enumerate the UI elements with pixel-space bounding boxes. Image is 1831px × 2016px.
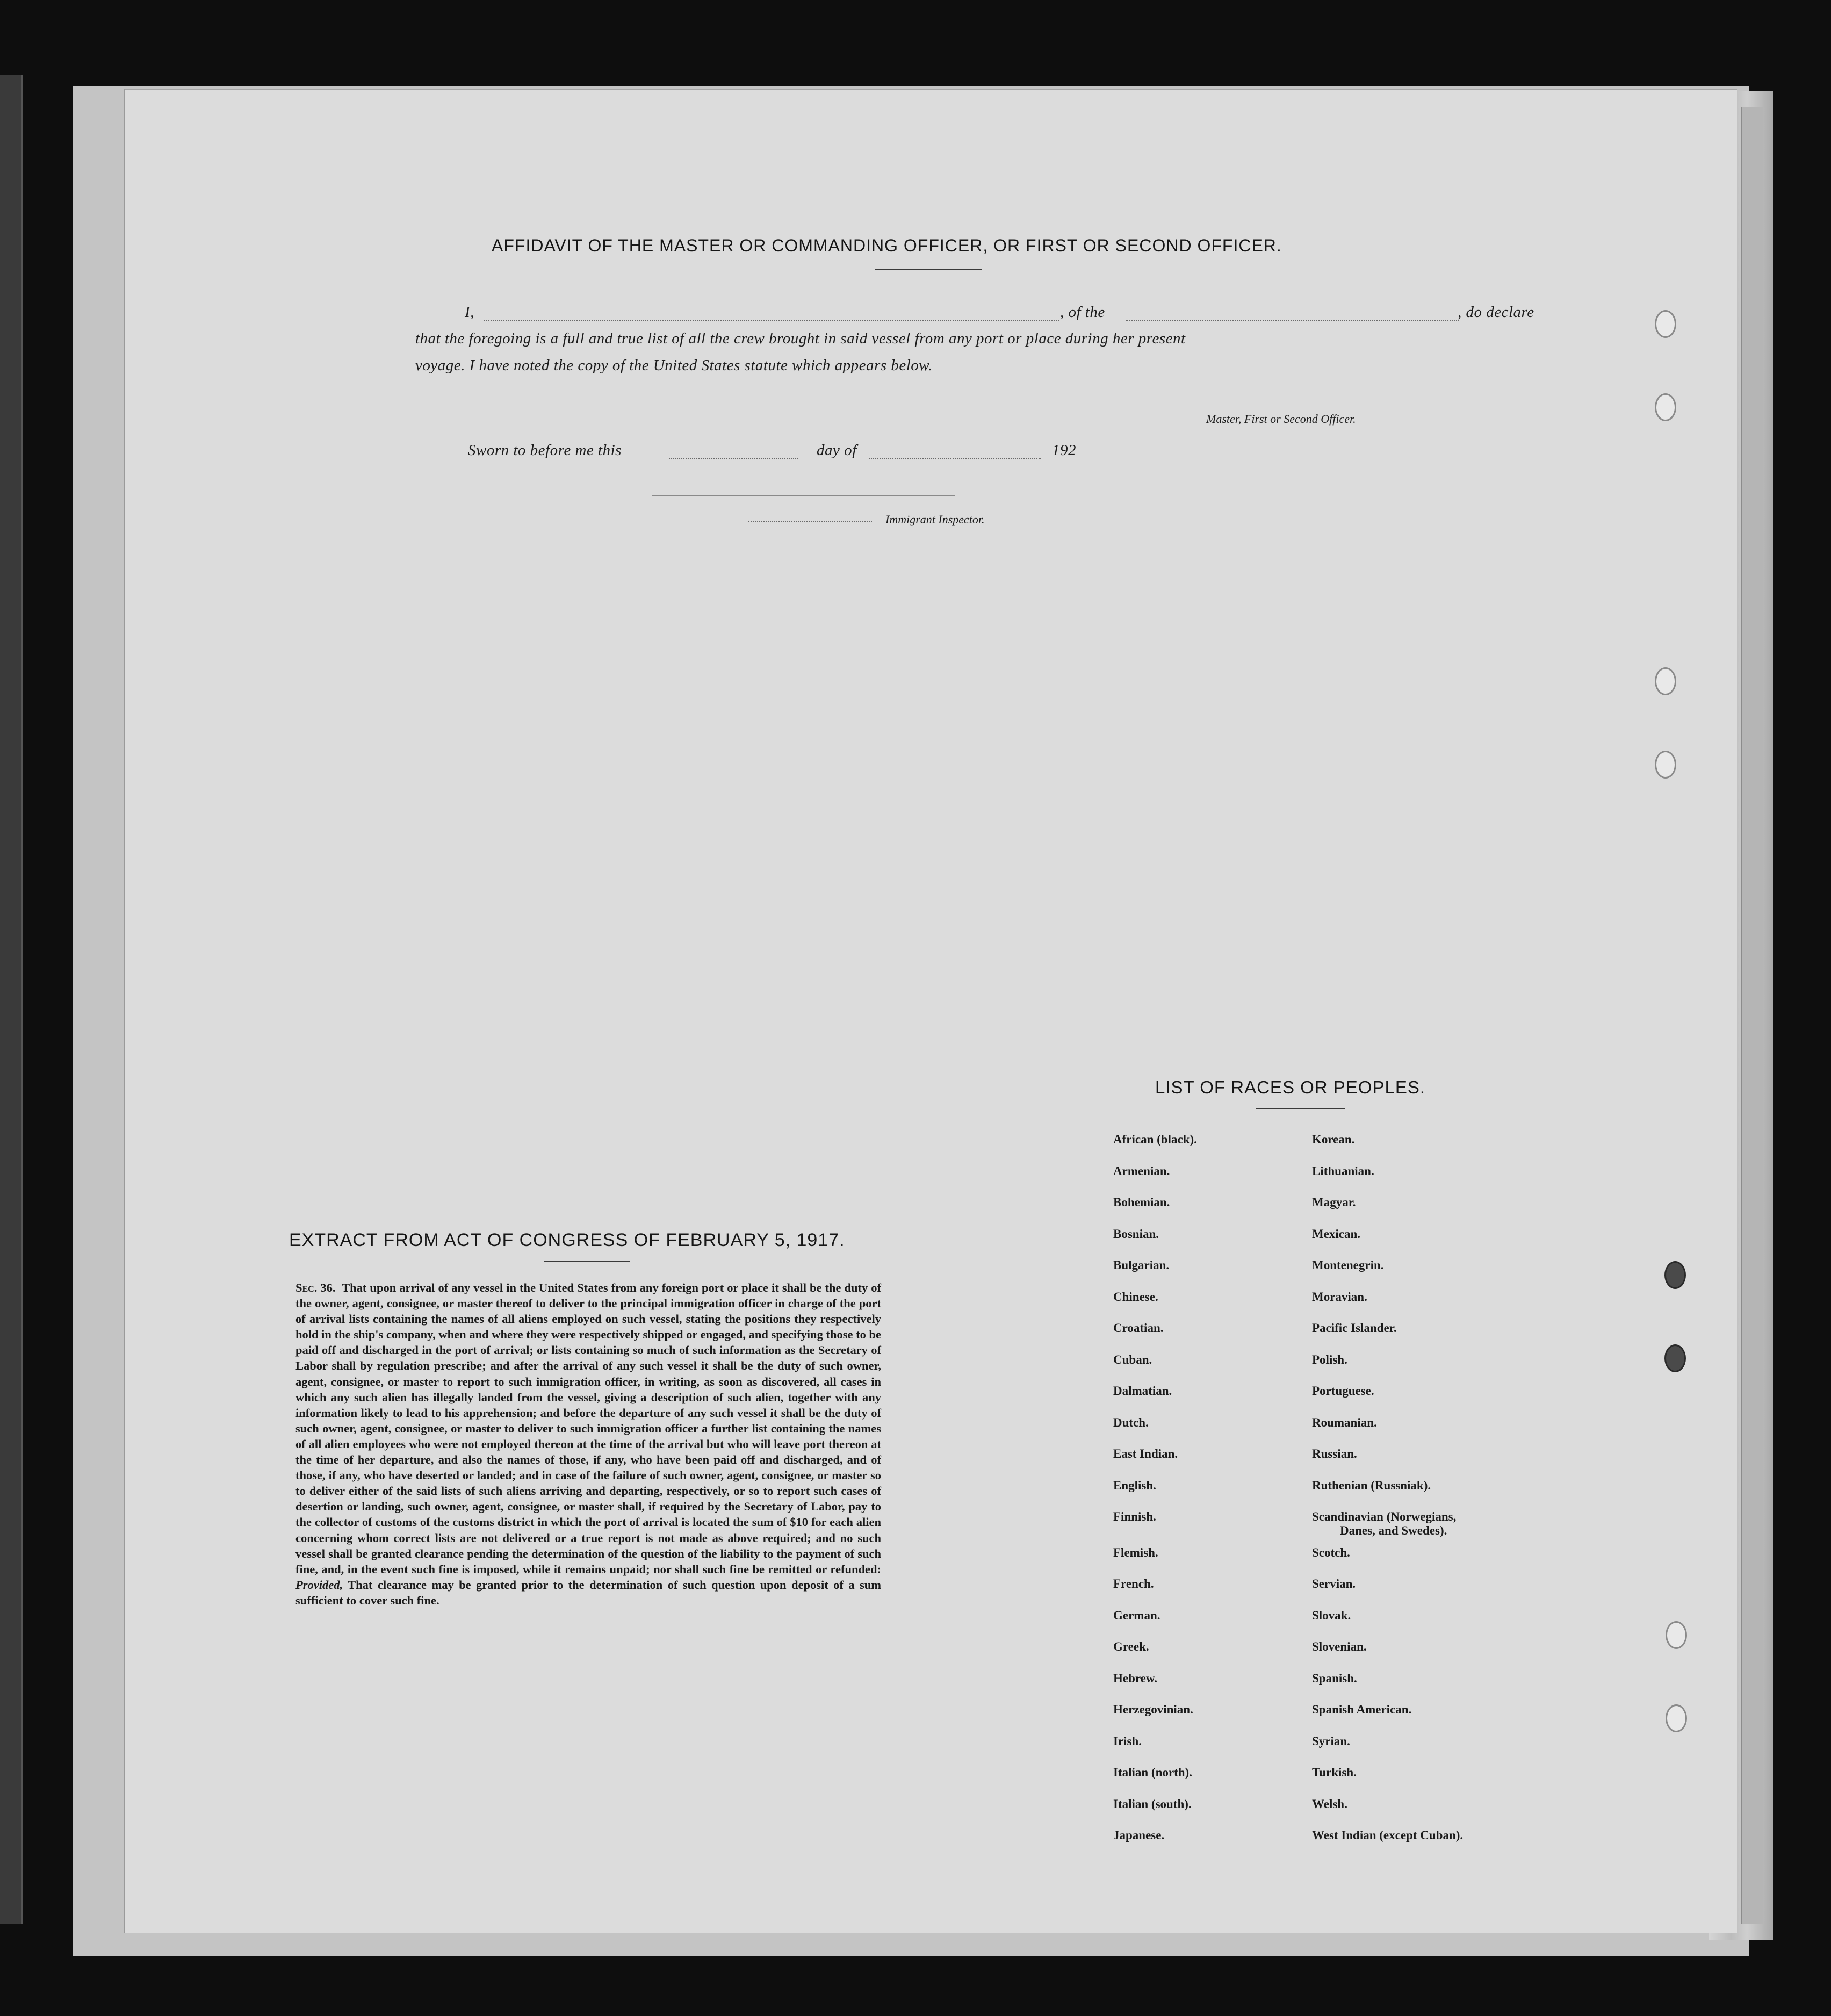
binder-hole-7 [1666, 1621, 1687, 1649]
extract-text-part2: That clearance may be granted prior to the determination of such question upon deposit of a sum sufficient to cover such fine. [295, 1578, 882, 1607]
sworn-day-line [669, 458, 798, 459]
race-left: Herzegovinian. [1113, 1703, 1193, 1716]
extract-paragraph [295, 1280, 881, 1608]
race-left: English. [1113, 1478, 1156, 1492]
race-right: Turkish. [1312, 1766, 1357, 1779]
race-left: Bohemian. [1113, 1196, 1170, 1209]
binder-hole-5 [1664, 1261, 1686, 1289]
inspector-label: Immigrant Inspector. [885, 513, 985, 526]
race-left: Hebrew. [1113, 1671, 1157, 1685]
extract-title: EXTRACT FROM ACT OF CONGRESS OF FEBRUARY 5, 1917. [289, 1230, 845, 1250]
race-left: French. [1113, 1577, 1154, 1590]
race-right: Slovak. [1312, 1608, 1351, 1622]
provided-label: Provided, [295, 1578, 343, 1592]
race-right: Montenegrin. [1312, 1258, 1384, 1272]
affidavit-i: I, [465, 304, 474, 321]
binder-hole-2 [1655, 393, 1676, 421]
binder-hole-6 [1664, 1344, 1686, 1372]
page-stack-right-inner [1741, 107, 1763, 1924]
race-right: Spanish. [1312, 1671, 1357, 1685]
race-left: Chinese. [1113, 1290, 1158, 1304]
race-left: Flemish. [1113, 1545, 1158, 1559]
race-left: Bosnian. [1113, 1227, 1159, 1241]
race-left: Japanese. [1113, 1828, 1165, 1842]
race-right: Moravian. [1312, 1290, 1367, 1304]
inspector-line [652, 495, 955, 496]
race-right: Welsh. [1312, 1797, 1347, 1811]
races-title: LIST OF RACES OR PEOPLES. [1155, 1077, 1426, 1097]
section-label: Sec. 36. [295, 1281, 336, 1294]
race-right: Ruthenian (Russniak). [1312, 1478, 1431, 1492]
race-right: Portuguese. [1312, 1384, 1374, 1398]
race-left: Dalmatian. [1113, 1384, 1172, 1398]
race-right: Spanish American. [1312, 1703, 1412, 1716]
document-page [124, 89, 1737, 1933]
race-right: Russian. [1312, 1447, 1357, 1460]
race-right: Pacific Islander. [1312, 1321, 1397, 1335]
affidavit-do-declare: , do declare [1458, 304, 1534, 321]
race-left: Cuban. [1113, 1352, 1152, 1366]
affidavit-of-the: , of the [1060, 304, 1105, 321]
race-right: Korean. [1312, 1133, 1355, 1146]
race-left: Italian (north). [1113, 1766, 1192, 1779]
extract-text-part1: That upon arrival of any vessel in the United States from any foreign port or place it shall be the duty of the owner, agent, consignee, or master thereof to deliver to the principal immigration officer in charge of the port of arrival lists containing the names of all aliens employed on such vessel, stating the positions they respectively hold in the ship's company, when and where they were respectively shipped or engaged, and specifying those to be paid off and discharged in the port of arrival; or lists containing so much of such information as the Secretary of Labor shall by regulation prescribe; and after the arrival of any such vessel it shall be the duty of such owner, agent, consignee, or master to report to such immigration officer, in writing, as soon as discovered, all cases in which any such alien has illegally landed from the vessel, giving a description of such alien, together with any information likely to lead to his apprehension; and before the departure of any such vessel it shall be the duty of such owner, agent, consignee, or master to deliver to such immigration officer a further list containing the names of all alien employees who were not employed thereon at the time of the arrival but who will leave port thereon at the time of her departure, and also the names of those, if any, who have been paid off and discharged, and of those, if any, who have deserted or landed; and in case of the failure of such owner, agent, consignee, or master so to deliver either of the said lists of such aliens arriving and departing, respectively, or so to report such cases of desertion or landing, such owner, agent, consignee, or master shall, if required by the Secretary of Labor, pay to the collector of customs of the customs district in which the port of arrival is located the sum of $10 for each alien concerning whom correct lists are not delivered or a true report is not made as above required; and no such vessel shall be granted clearance pending the determination of the question of the liability to the payment of such fine, and, in the event such fine is imposed, while it remains unpaid; nor shall such fine be remitted or refunded: [295, 1281, 882, 1576]
sworn-year: 192 [1052, 442, 1076, 459]
binder-hole-3 [1655, 667, 1676, 695]
race-left: Dutch. [1113, 1415, 1149, 1429]
affidavit-title: AFFIDAVIT OF THE MASTER OR COMMANDING OFFICER, OR FIRST OR SECOND OFFICER. [492, 236, 1282, 255]
signature-label: Master, First or Second Officer. [1206, 412, 1356, 426]
race-right: Lithuanian. [1312, 1164, 1374, 1178]
sworn-day-of: day of [817, 442, 857, 459]
binder-hole-1 [1655, 310, 1676, 338]
extract-title-rule [544, 1261, 630, 1262]
race-left: Italian (south). [1113, 1797, 1192, 1811]
affidavit-title-rule [875, 269, 982, 270]
race-left: Armenian. [1113, 1164, 1170, 1178]
race-right: Magyar. [1312, 1196, 1356, 1209]
race-right: Roumanian. [1312, 1415, 1377, 1429]
race-right: Scandinavian (Norwegians, Danes, and Swedes). [1312, 1510, 1457, 1537]
race-right: Mexican. [1312, 1227, 1361, 1241]
binder-hole-4 [1655, 751, 1676, 779]
sworn-month-line [869, 458, 1041, 459]
extract-body [295, 1280, 881, 1608]
race-right: West Indian (except Cuban). [1312, 1828, 1464, 1842]
race-left: East Indian. [1113, 1447, 1178, 1460]
race-right: Syrian. [1312, 1734, 1350, 1748]
race-left: Irish. [1113, 1734, 1142, 1748]
race-left: Finnish. [1113, 1510, 1156, 1523]
race-right: Servian. [1312, 1577, 1356, 1590]
race-right: Scotch. [1312, 1545, 1350, 1559]
binder-hole-8 [1666, 1704, 1687, 1732]
scanner-left-edge [0, 75, 23, 1924]
races-title-rule [1256, 1108, 1345, 1109]
race-right: Slovenian. [1312, 1640, 1367, 1653]
race-left: Greek. [1113, 1640, 1149, 1653]
race-left: Bulgarian. [1113, 1258, 1170, 1272]
sworn-text: Sworn to before me this [468, 442, 622, 459]
affidavit-line-3: voyage. I have noted the copy of the United States statute which appears below. [415, 357, 933, 374]
inspector-dotline [748, 521, 872, 522]
race-left: German. [1113, 1608, 1160, 1622]
name-line [484, 320, 1059, 321]
race-right: Polish. [1312, 1352, 1347, 1366]
race-left: African (black). [1113, 1133, 1197, 1146]
race-left: Croatian. [1113, 1321, 1164, 1335]
affidavit-line-2: that the foregoing is a full and true list of all the crew brought in said vessel from any port or place during her present [415, 330, 1186, 347]
vessel-line [1126, 320, 1459, 321]
